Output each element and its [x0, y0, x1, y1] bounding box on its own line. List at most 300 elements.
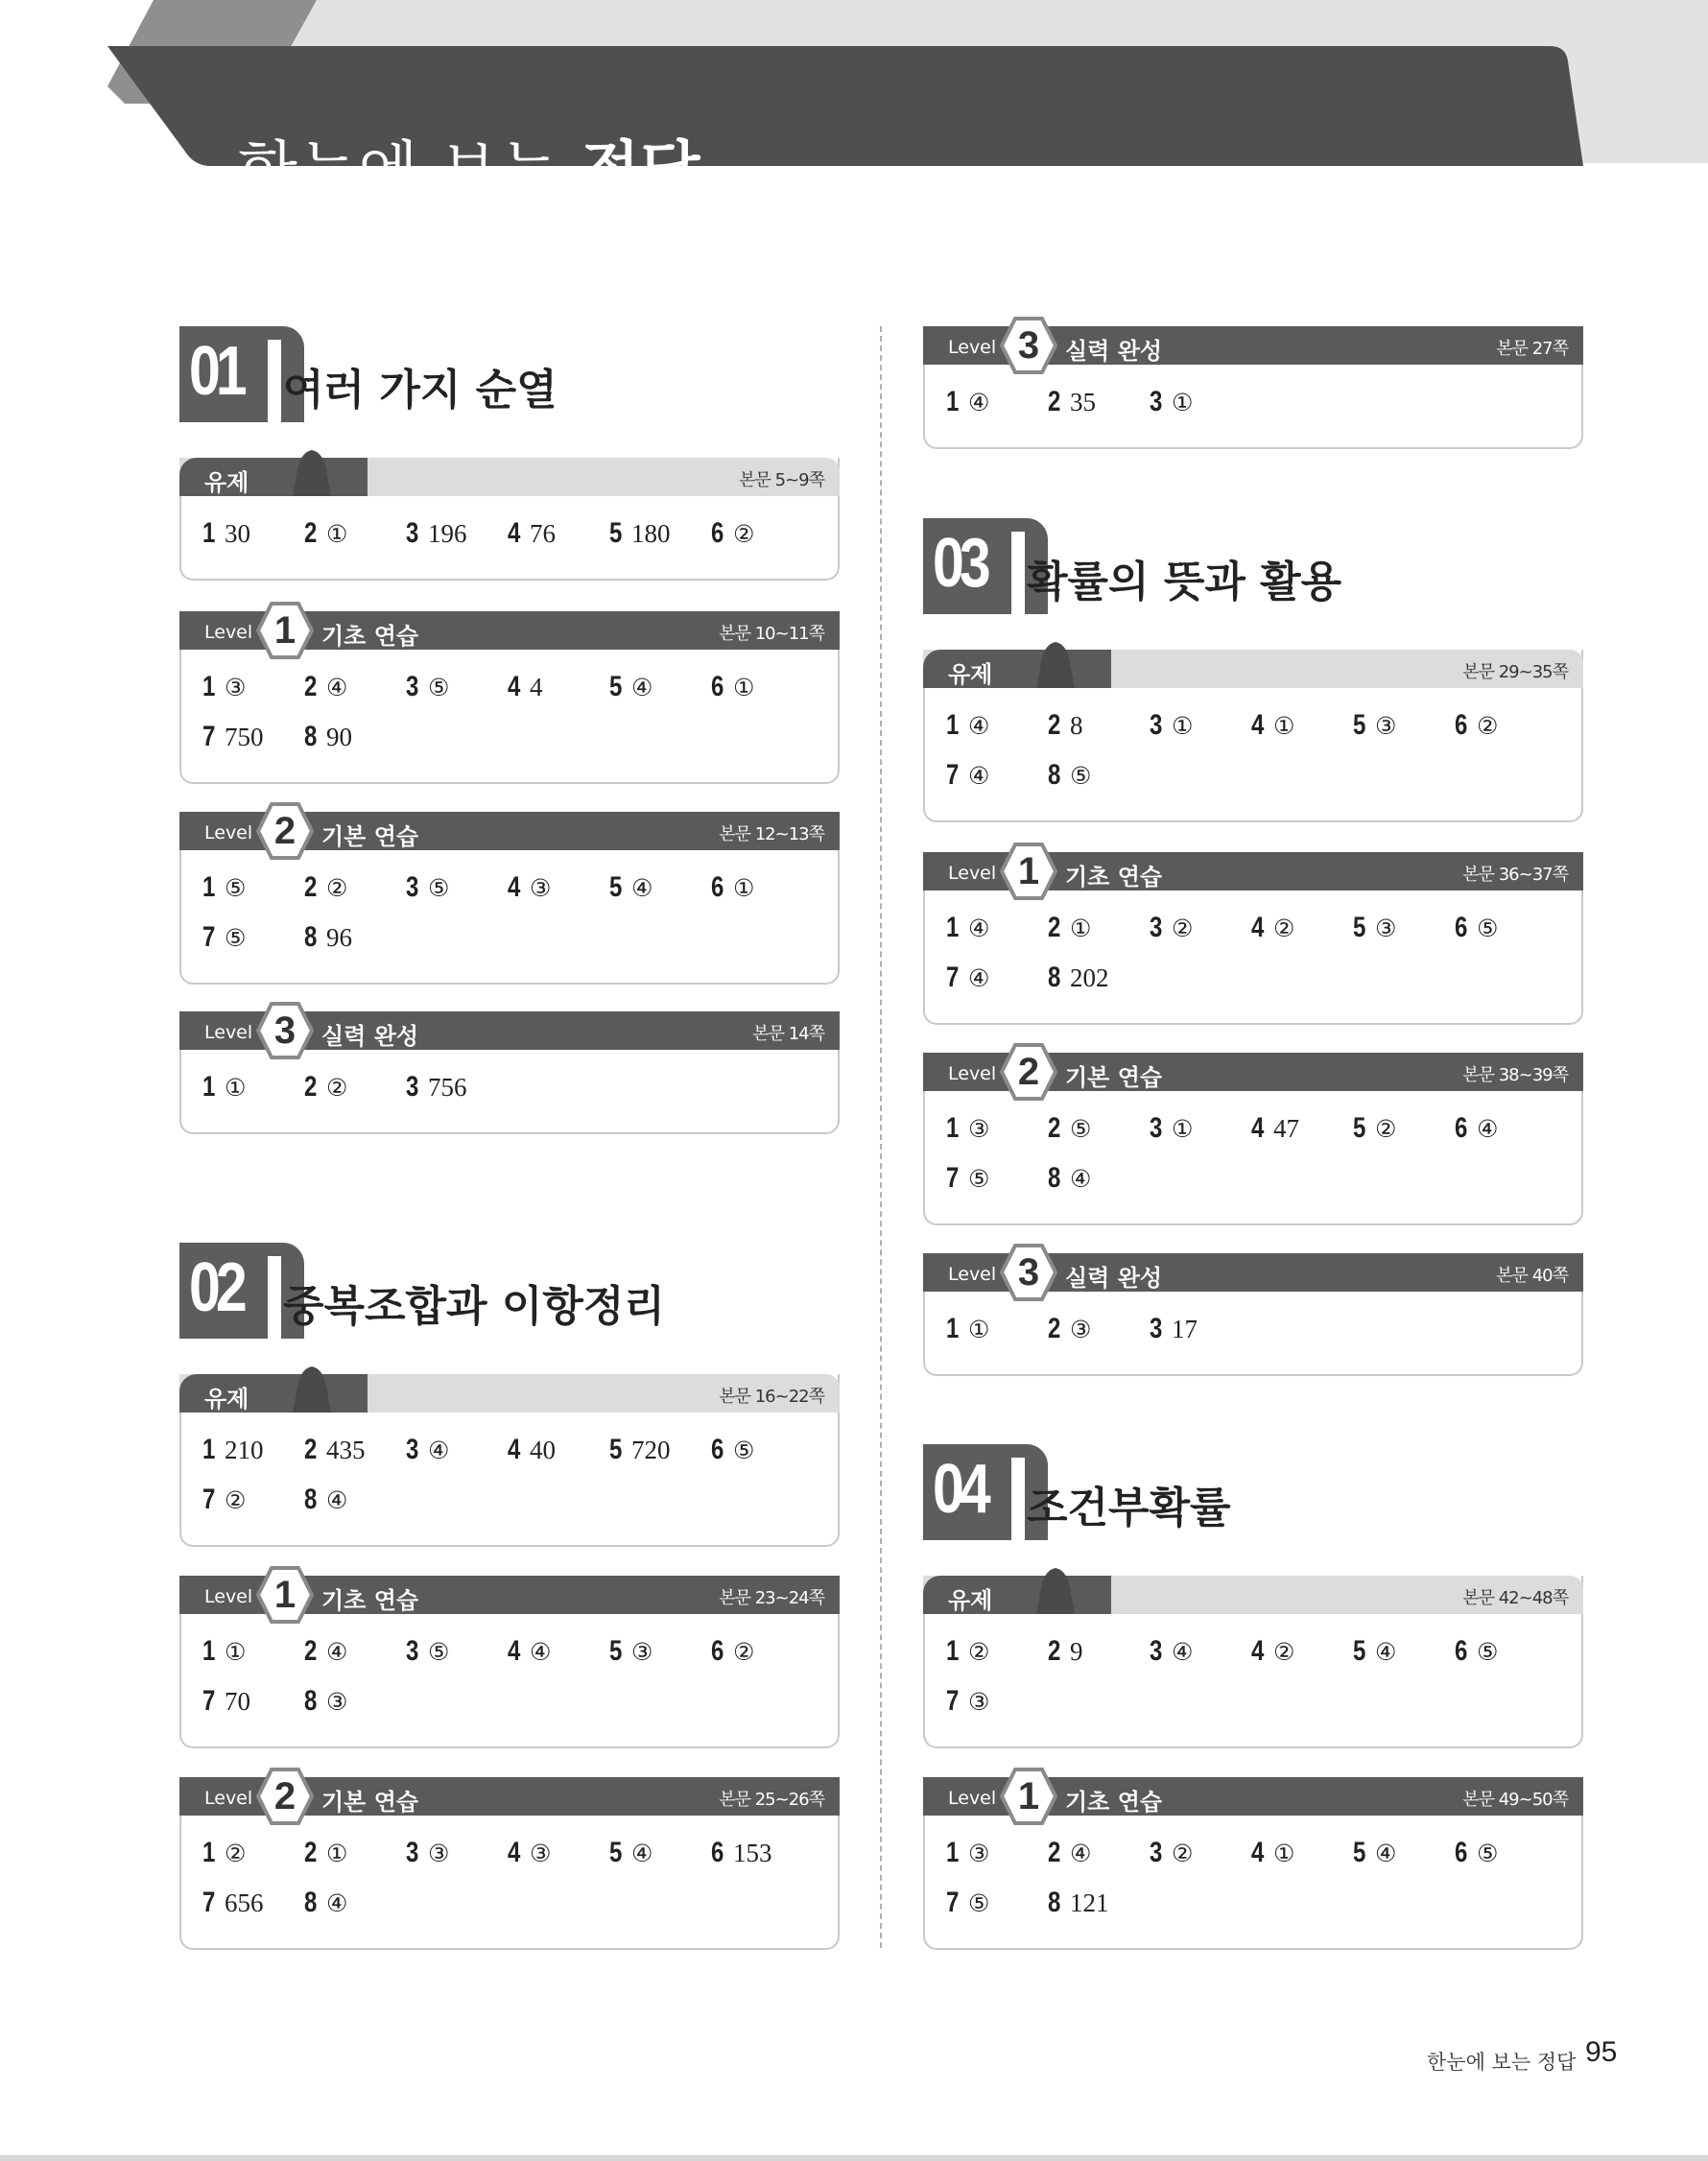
answer-item: [946, 1112, 989, 1145]
level-badge: [256, 1566, 314, 1624]
answer-number: 5: [609, 1635, 623, 1667]
answer-number: 3: [1150, 1837, 1163, 1868]
level-text: Level: [948, 1264, 997, 1285]
page-title: 한눈에 보는 정답: [238, 135, 701, 206]
type-problems-card: [179, 458, 840, 581]
answer-number: 1: [202, 1434, 216, 1465]
answer-value: ①: [1272, 1840, 1295, 1867]
answer-number: 7: [946, 759, 960, 791]
answer-value: 153: [732, 1839, 772, 1867]
chapter-title: 확률의 뜻과 활용: [1027, 558, 1342, 606]
answer-item: [711, 671, 754, 703]
level-card: [923, 1777, 1583, 1950]
level-badge: [256, 1768, 314, 1825]
answer-item: [711, 1837, 771, 1869]
card-header: [923, 1253, 1583, 1292]
answer-value: ①: [967, 1316, 990, 1343]
answer-item: [304, 1635, 347, 1668]
answer-number: 5: [609, 871, 623, 903]
answer-number: 7: [202, 921, 216, 953]
answer-item: [304, 721, 352, 753]
answer-number: 1: [946, 709, 960, 741]
answer-item: [1048, 709, 1082, 742]
answer-number: 3: [406, 1434, 419, 1465]
answer-number: 5: [609, 1837, 623, 1868]
answer-number: 1: [946, 912, 960, 943]
answer-value: ④: [325, 674, 348, 701]
answer-value: ④: [967, 762, 990, 790]
level-number: 1: [1017, 850, 1040, 892]
answer-value: ⑤: [732, 1437, 755, 1464]
answer-number: 6: [1455, 1635, 1468, 1667]
answer-number: 4: [1251, 709, 1265, 741]
answer-number: 3: [406, 671, 419, 702]
answer-number: 8: [1048, 1887, 1061, 1918]
answer-number: 1: [202, 871, 216, 903]
answer-value: ④: [1171, 1638, 1194, 1666]
answer-value: 96: [325, 923, 352, 952]
answer-value: ④: [967, 712, 990, 740]
answer-number: 8: [304, 1484, 318, 1515]
answer-number: 3: [1150, 1313, 1163, 1344]
answer-number: 1: [202, 1837, 216, 1868]
level-name: 실력 완성: [1065, 1265, 1163, 1292]
answer-value: ④: [325, 1486, 348, 1514]
answer-number: 8: [1048, 1162, 1061, 1194]
answer-value: ③: [967, 1840, 990, 1867]
answer-number: 5: [609, 1434, 623, 1465]
answer-number: 2: [1048, 1313, 1061, 1344]
answer-value: ⑤: [1069, 762, 1092, 790]
level-text: Level: [204, 622, 253, 643]
answer-value: ④: [1069, 1840, 1092, 1867]
answer-number: 3: [1150, 1112, 1163, 1144]
answer-number: 3: [1150, 709, 1163, 741]
answer-number: 2: [304, 1837, 318, 1868]
answer-number: 2: [304, 871, 318, 903]
level-text: Level: [948, 1788, 997, 1809]
answer-item: [1150, 1313, 1198, 1345]
answer-value: 656: [224, 1888, 264, 1917]
answer-value: ③: [1374, 712, 1397, 740]
answer-item: [1353, 709, 1396, 742]
level-card: [923, 326, 1583, 449]
answer-number: 6: [711, 517, 724, 549]
card-header: [923, 326, 1583, 365]
answer-item: [1048, 1887, 1108, 1919]
answer-item: [1251, 1837, 1294, 1869]
card-header: [179, 1374, 840, 1413]
answer-item: [202, 871, 246, 904]
answer-item: [1150, 1112, 1193, 1145]
answer-item: [508, 1837, 551, 1869]
answer-number: 6: [711, 871, 724, 903]
answer-value: ④: [1476, 1115, 1499, 1143]
level-name: 기초 연습: [321, 1587, 419, 1614]
answer-item: [304, 517, 347, 550]
answer-value: ④: [325, 1889, 348, 1917]
page-reference: 본문 27쪽: [1496, 339, 1568, 359]
answer-value: ⑤: [224, 874, 247, 902]
type-problems-card: [923, 650, 1583, 822]
level-number: 3: [1017, 324, 1040, 367]
answer-number: 6: [711, 1635, 724, 1667]
answer-value: 70: [224, 1687, 250, 1716]
level-name: 실력 완성: [1065, 338, 1163, 365]
answer-item: [946, 1837, 989, 1869]
card-header: [179, 458, 840, 496]
level-text: Level: [204, 1586, 253, 1607]
page-number: 95: [1585, 2036, 1618, 2068]
answer-item: [1251, 709, 1294, 742]
answer-item: [406, 871, 449, 904]
level-text: Level: [948, 1063, 997, 1084]
card-header: [179, 611, 840, 650]
answer-value: ③: [325, 1688, 348, 1716]
page-reference: 본문 14쪽: [752, 1024, 824, 1044]
level-card: [923, 852, 1583, 1025]
column-divider: [880, 326, 882, 1948]
level-name: 기초 연습: [321, 623, 419, 650]
chapter-title: 여러 가지 순열: [283, 366, 557, 415]
type-label: 유제: [948, 1587, 993, 1614]
answer-value: ⑤: [427, 1638, 450, 1666]
answer-item: [508, 871, 551, 904]
answer-value: ④: [1374, 1638, 1397, 1666]
answer-number: 2: [1048, 1112, 1061, 1144]
page-reference: 본문 23~24쪽: [719, 1588, 824, 1608]
answer-item: [202, 1685, 250, 1718]
answer-item: [304, 1685, 347, 1718]
level-number: 3: [1017, 1251, 1040, 1294]
answer-item: [1353, 1635, 1396, 1668]
answer-item: [1455, 1837, 1498, 1869]
answer-value: ③: [967, 1688, 990, 1716]
answer-value: ④: [967, 389, 990, 416]
answer-item: [1150, 912, 1193, 944]
answer-number: 3: [406, 1635, 419, 1667]
answer-item: [202, 721, 263, 753]
answer-value: ②: [732, 1638, 755, 1666]
answer-number: 4: [1251, 1635, 1265, 1667]
level-card: [923, 1253, 1583, 1376]
answer-value: ①: [732, 674, 755, 701]
answer-value: ③: [1374, 914, 1397, 942]
type-problems-card: [179, 1374, 840, 1547]
answer-number: 5: [1353, 709, 1366, 741]
answer-value: ③: [427, 1840, 450, 1867]
answer-item: [711, 517, 754, 550]
answer-value: 750: [224, 723, 264, 751]
answer-number: 8: [1048, 759, 1061, 791]
tab-ridge-icon: [1036, 640, 1075, 688]
level-text: Level: [204, 1022, 253, 1043]
answer-value: ③: [630, 1638, 653, 1666]
answer-value: ⑤: [1476, 1638, 1499, 1666]
level-badge: [1000, 1043, 1057, 1101]
card-header: [923, 1576, 1583, 1614]
chapter-number: 03: [933, 525, 986, 602]
answer-number: 6: [1455, 709, 1468, 741]
answer-number: 5: [609, 517, 623, 549]
chapter-title: 조건부확률: [1027, 1484, 1231, 1532]
chapter-heading: [179, 1243, 755, 1339]
answer-number: 1: [946, 1112, 960, 1144]
answer-number: 4: [508, 1837, 521, 1868]
chapter-tab-gap: [1011, 1458, 1025, 1540]
answer-item: [304, 1484, 347, 1516]
answer-item: [1150, 386, 1193, 418]
level-badge: [1000, 317, 1057, 374]
answer-item: [711, 871, 754, 904]
answer-item: [946, 759, 989, 792]
answer-value: 196: [427, 519, 467, 548]
answer-value: ④: [967, 914, 990, 942]
level-badge: [256, 1002, 314, 1059]
answer-item: [946, 1685, 989, 1718]
level-text: Level: [204, 822, 253, 843]
tab-ridge-icon: [1036, 1566, 1075, 1614]
level-badge: [1000, 1768, 1057, 1825]
answer-value: ②: [1171, 1840, 1194, 1867]
answer-number: 5: [1353, 1112, 1366, 1144]
answer-value: 47: [1272, 1114, 1299, 1143]
answer-item: [1048, 1837, 1091, 1869]
answer-item: [202, 1887, 263, 1919]
answer-item: [304, 671, 347, 703]
type-problems-card: [923, 1576, 1583, 1748]
answer-number: 2: [1048, 912, 1061, 943]
answer-item: [1048, 1313, 1091, 1345]
page-reference: 본문 16~22쪽: [719, 1387, 824, 1407]
answer-item: [202, 517, 250, 550]
answer-item: [609, 1434, 670, 1466]
answer-value: ⑤: [427, 674, 450, 701]
answer-number: 3: [1150, 1635, 1163, 1667]
page-reference: 본문 5~9쪽: [739, 470, 824, 490]
answer-number: 7: [202, 721, 216, 752]
answer-value: ②: [1476, 712, 1499, 740]
answer-value: ②: [1374, 1115, 1397, 1143]
answer-value: ③: [967, 1115, 990, 1143]
answer-value: ①: [1272, 712, 1295, 740]
card-header: [179, 1011, 840, 1050]
answer-number: 6: [1455, 1837, 1468, 1868]
page-reference: 본문 36~37쪽: [1462, 865, 1568, 885]
answer-value: ③: [224, 674, 247, 701]
answer-number: 7: [202, 1887, 216, 1918]
answer-value: ④: [630, 1840, 653, 1867]
answer-value: ④: [529, 1638, 552, 1666]
answer-item: [406, 1635, 449, 1668]
level-name: 기본 연습: [1065, 1064, 1163, 1091]
answer-item: [202, 1837, 246, 1869]
answer-value: ①: [325, 1840, 348, 1867]
card-header: [923, 852, 1583, 891]
chapter-number: 02: [189, 1249, 243, 1326]
answer-item: [1150, 1837, 1193, 1869]
answer-value: ④: [630, 674, 653, 701]
answer-item: [609, 1635, 652, 1668]
answer-item: [406, 1837, 449, 1869]
level-number: 2: [1017, 1051, 1040, 1093]
level-number: 2: [273, 810, 297, 852]
level-card: [179, 812, 840, 985]
card-header: [179, 812, 840, 850]
answer-item: [304, 1837, 347, 1869]
answer-item: [508, 1635, 551, 1668]
answer-value: ②: [1171, 914, 1194, 942]
page-reference: 본문 40쪽: [1496, 1266, 1568, 1286]
answer-number: 2: [1048, 1635, 1061, 1667]
bottom-rule: [0, 2155, 1708, 2161]
answer-number: 7: [946, 1685, 960, 1717]
answer-number: 4: [508, 671, 521, 702]
level-card: [179, 1576, 840, 1748]
level-number: 2: [273, 1775, 297, 1817]
level-number: 1: [273, 1574, 297, 1616]
chapter-number: 01: [189, 333, 243, 410]
level-badge: [256, 602, 314, 659]
chapter-heading: [179, 326, 755, 422]
answer-number: 4: [508, 1635, 521, 1667]
level-number: 1: [273, 609, 297, 652]
answer-value: 9: [1069, 1637, 1083, 1666]
answer-value: ①: [1069, 914, 1092, 942]
answer-value: ③: [1069, 1316, 1092, 1343]
answer-value: ④: [325, 1638, 348, 1666]
answer-number: 7: [946, 962, 960, 993]
page-reference: 본문 12~13쪽: [719, 824, 824, 844]
answer-value: 210: [224, 1436, 264, 1464]
answer-value: ③: [529, 1840, 552, 1867]
answer-value: ④: [1069, 1165, 1092, 1193]
level-name: 실력 완성: [321, 1023, 419, 1050]
answer-item: [202, 671, 246, 703]
answer-value: 76: [529, 519, 556, 548]
answer-item: [1048, 386, 1096, 418]
answer-number: 1: [946, 1837, 960, 1868]
level-name: 기초 연습: [1065, 864, 1163, 891]
answer-value: 121: [1069, 1888, 1109, 1917]
page-reference: 본문 10~11쪽: [719, 624, 824, 644]
page-reference: 본문 42~48쪽: [1462, 1588, 1568, 1608]
level-text: Level: [948, 337, 997, 358]
answer-item: [1048, 1635, 1082, 1668]
answer-number: 6: [711, 1837, 724, 1868]
chapter-tab-gap: [268, 340, 281, 422]
answer-number: 8: [304, 721, 318, 752]
level-card: [179, 611, 840, 784]
answer-item: [1251, 1635, 1294, 1668]
answer-item: [609, 517, 670, 550]
answer-value: 90: [325, 723, 352, 751]
answer-number: 1: [946, 1635, 960, 1667]
answer-number: 4: [1251, 1112, 1265, 1144]
level-number: 3: [273, 1009, 297, 1052]
answer-value: 35: [1069, 388, 1096, 416]
card-header: [179, 1576, 840, 1614]
answer-number: 5: [609, 671, 623, 702]
answer-number: 1: [202, 1635, 216, 1667]
answer-number: 5: [1353, 912, 1366, 943]
answer-value: ②: [1272, 914, 1295, 942]
answer-item: [711, 1635, 754, 1668]
level-badge: [1000, 1244, 1057, 1301]
answer-item: [1048, 912, 1091, 944]
answer-value: 30: [224, 519, 250, 548]
answer-item: [1455, 1635, 1498, 1668]
answer-item: [304, 1071, 347, 1104]
answer-value: ③: [529, 874, 552, 902]
answer-number: 5: [1353, 1635, 1366, 1667]
page-reference: 본문 38~39쪽: [1462, 1065, 1568, 1085]
level-card: [923, 1053, 1583, 1225]
level-number: 1: [1017, 1775, 1040, 1817]
answer-number: 8: [304, 1887, 318, 1918]
answer-value: ④: [1374, 1840, 1397, 1867]
answer-item: [609, 871, 652, 904]
answer-value: ①: [732, 874, 755, 902]
chapter-number: 04: [933, 1451, 986, 1528]
answer-item: [1048, 1162, 1091, 1195]
answer-item: [1048, 1112, 1091, 1145]
answer-number: 7: [946, 1162, 960, 1194]
answer-value: ⑤: [1476, 1840, 1499, 1867]
page-reference: 본문 49~50쪽: [1462, 1790, 1568, 1810]
answer-item: [1455, 709, 1498, 742]
answer-number: 2: [304, 1434, 318, 1465]
answer-number: 8: [304, 921, 318, 953]
level-name: 기초 연습: [1065, 1789, 1163, 1816]
answer-item: [406, 1071, 466, 1104]
answer-item: [1251, 1112, 1299, 1145]
card-header: [923, 650, 1583, 688]
answer-item: [406, 671, 449, 703]
answer-number: 2: [1048, 386, 1061, 417]
level-badge: [1000, 843, 1057, 900]
answer-value: 180: [630, 519, 671, 548]
chapter-title: 중복조합과 이항정리: [283, 1282, 665, 1331]
answer-item: [202, 921, 246, 954]
card-header: [923, 1053, 1583, 1091]
answer-value: ④: [630, 874, 653, 902]
answer-number: 2: [304, 1071, 318, 1103]
answer-number: 3: [406, 1837, 419, 1868]
answer-value: ①: [1171, 1115, 1194, 1143]
answer-number: 7: [202, 1685, 216, 1717]
answer-number: 6: [711, 671, 724, 702]
answer-number: 3: [406, 1071, 419, 1103]
answer-number: 3: [1150, 386, 1163, 417]
answer-number: 5: [1353, 1837, 1366, 1868]
answer-value: 4: [529, 673, 543, 701]
answer-value: ②: [325, 1074, 348, 1102]
answer-number: 4: [508, 1434, 521, 1465]
answer-value: ⑤: [967, 1165, 990, 1193]
answer-value: ④: [967, 964, 990, 992]
answer-number: 2: [1048, 1837, 1061, 1868]
level-badge: [256, 802, 314, 860]
level-name: 기본 연습: [321, 1789, 419, 1816]
answer-value: ④: [427, 1437, 450, 1464]
card-header: [179, 1777, 840, 1816]
answer-value: 720: [630, 1436, 671, 1464]
answer-item: [508, 517, 556, 550]
answer-item: [946, 386, 989, 418]
answer-value: 756: [427, 1073, 467, 1102]
answer-item: [1455, 1112, 1498, 1145]
